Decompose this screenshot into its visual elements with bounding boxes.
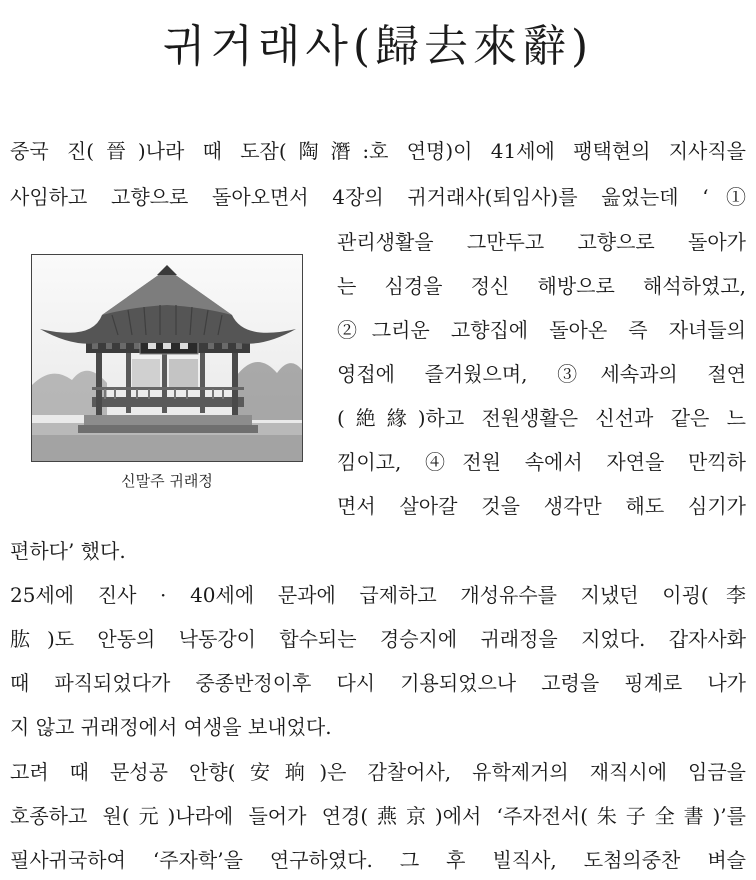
body-line: 는 심경을 정신 해방으로 해석하였고,	[337, 274, 746, 298]
body-line: 사임하고 고향으로 돌아오면서 4장의 귀거래사(퇴임사)를 읊었는데 ‘①	[10, 185, 746, 209]
pavilion-photo	[31, 254, 303, 462]
body-line: 肱)도 안동의 낙동강이 합수되는 경승지에 귀래정을 지었다. 갑자사화	[10, 627, 746, 651]
figure	[31, 254, 303, 491]
body-line: 지 않고 귀래정에서 여생을 보내었다.	[10, 715, 332, 739]
body-line: 고려 때 문성공 안향(安珦)은 감찰어사, 유학제거의 재직시에 임금을	[10, 760, 746, 784]
body-line: 영접에 즐거웠으며, ③세속과의 절연	[337, 362, 746, 386]
body-line: 면서 살아갈 것을 생각만 해도 심기가	[337, 494, 746, 518]
body-line: 중국 진(晉)나라 때 도잠(陶潛:호 연명)이 41세에 팽택현의 지사직을	[10, 139, 746, 163]
body-line: (絶緣)하고 전원생활은 신선과 같은 느	[337, 406, 746, 430]
body-line: 편하다’ 했다.	[10, 539, 126, 563]
body-line: 때 파직되었다가 중종반정이후 다시 기용되었으나 고령을 핑계로 나가	[10, 671, 746, 695]
body-line: 낌이고, ④전원 속에서 자연을 만끽하	[337, 450, 746, 474]
body-line: 호종하고 원(元)나라에 들어가 연경(燕京)에서 ‘주자전서(朱子全書)’를	[10, 804, 746, 828]
body-line: 필사귀국하여 ‘주자학’을 연구하였다. 그 후 빌직사, 도첨의중찬 벼슬	[10, 848, 746, 872]
body-line: ②그리운 고향집에 돌아온 즉 자녀들의	[337, 318, 746, 342]
body-line: 25세에 진사 · 40세에 문과에 급제하고 개성유수를 지냈던 이굉(李	[10, 583, 746, 607]
figure-caption: 신말주 귀래정	[121, 472, 213, 490]
body-line: 관리생활을 그만두고 고향으로 돌아가	[337, 230, 746, 254]
document-title: 귀거래사(歸去來辭)	[162, 21, 594, 72]
